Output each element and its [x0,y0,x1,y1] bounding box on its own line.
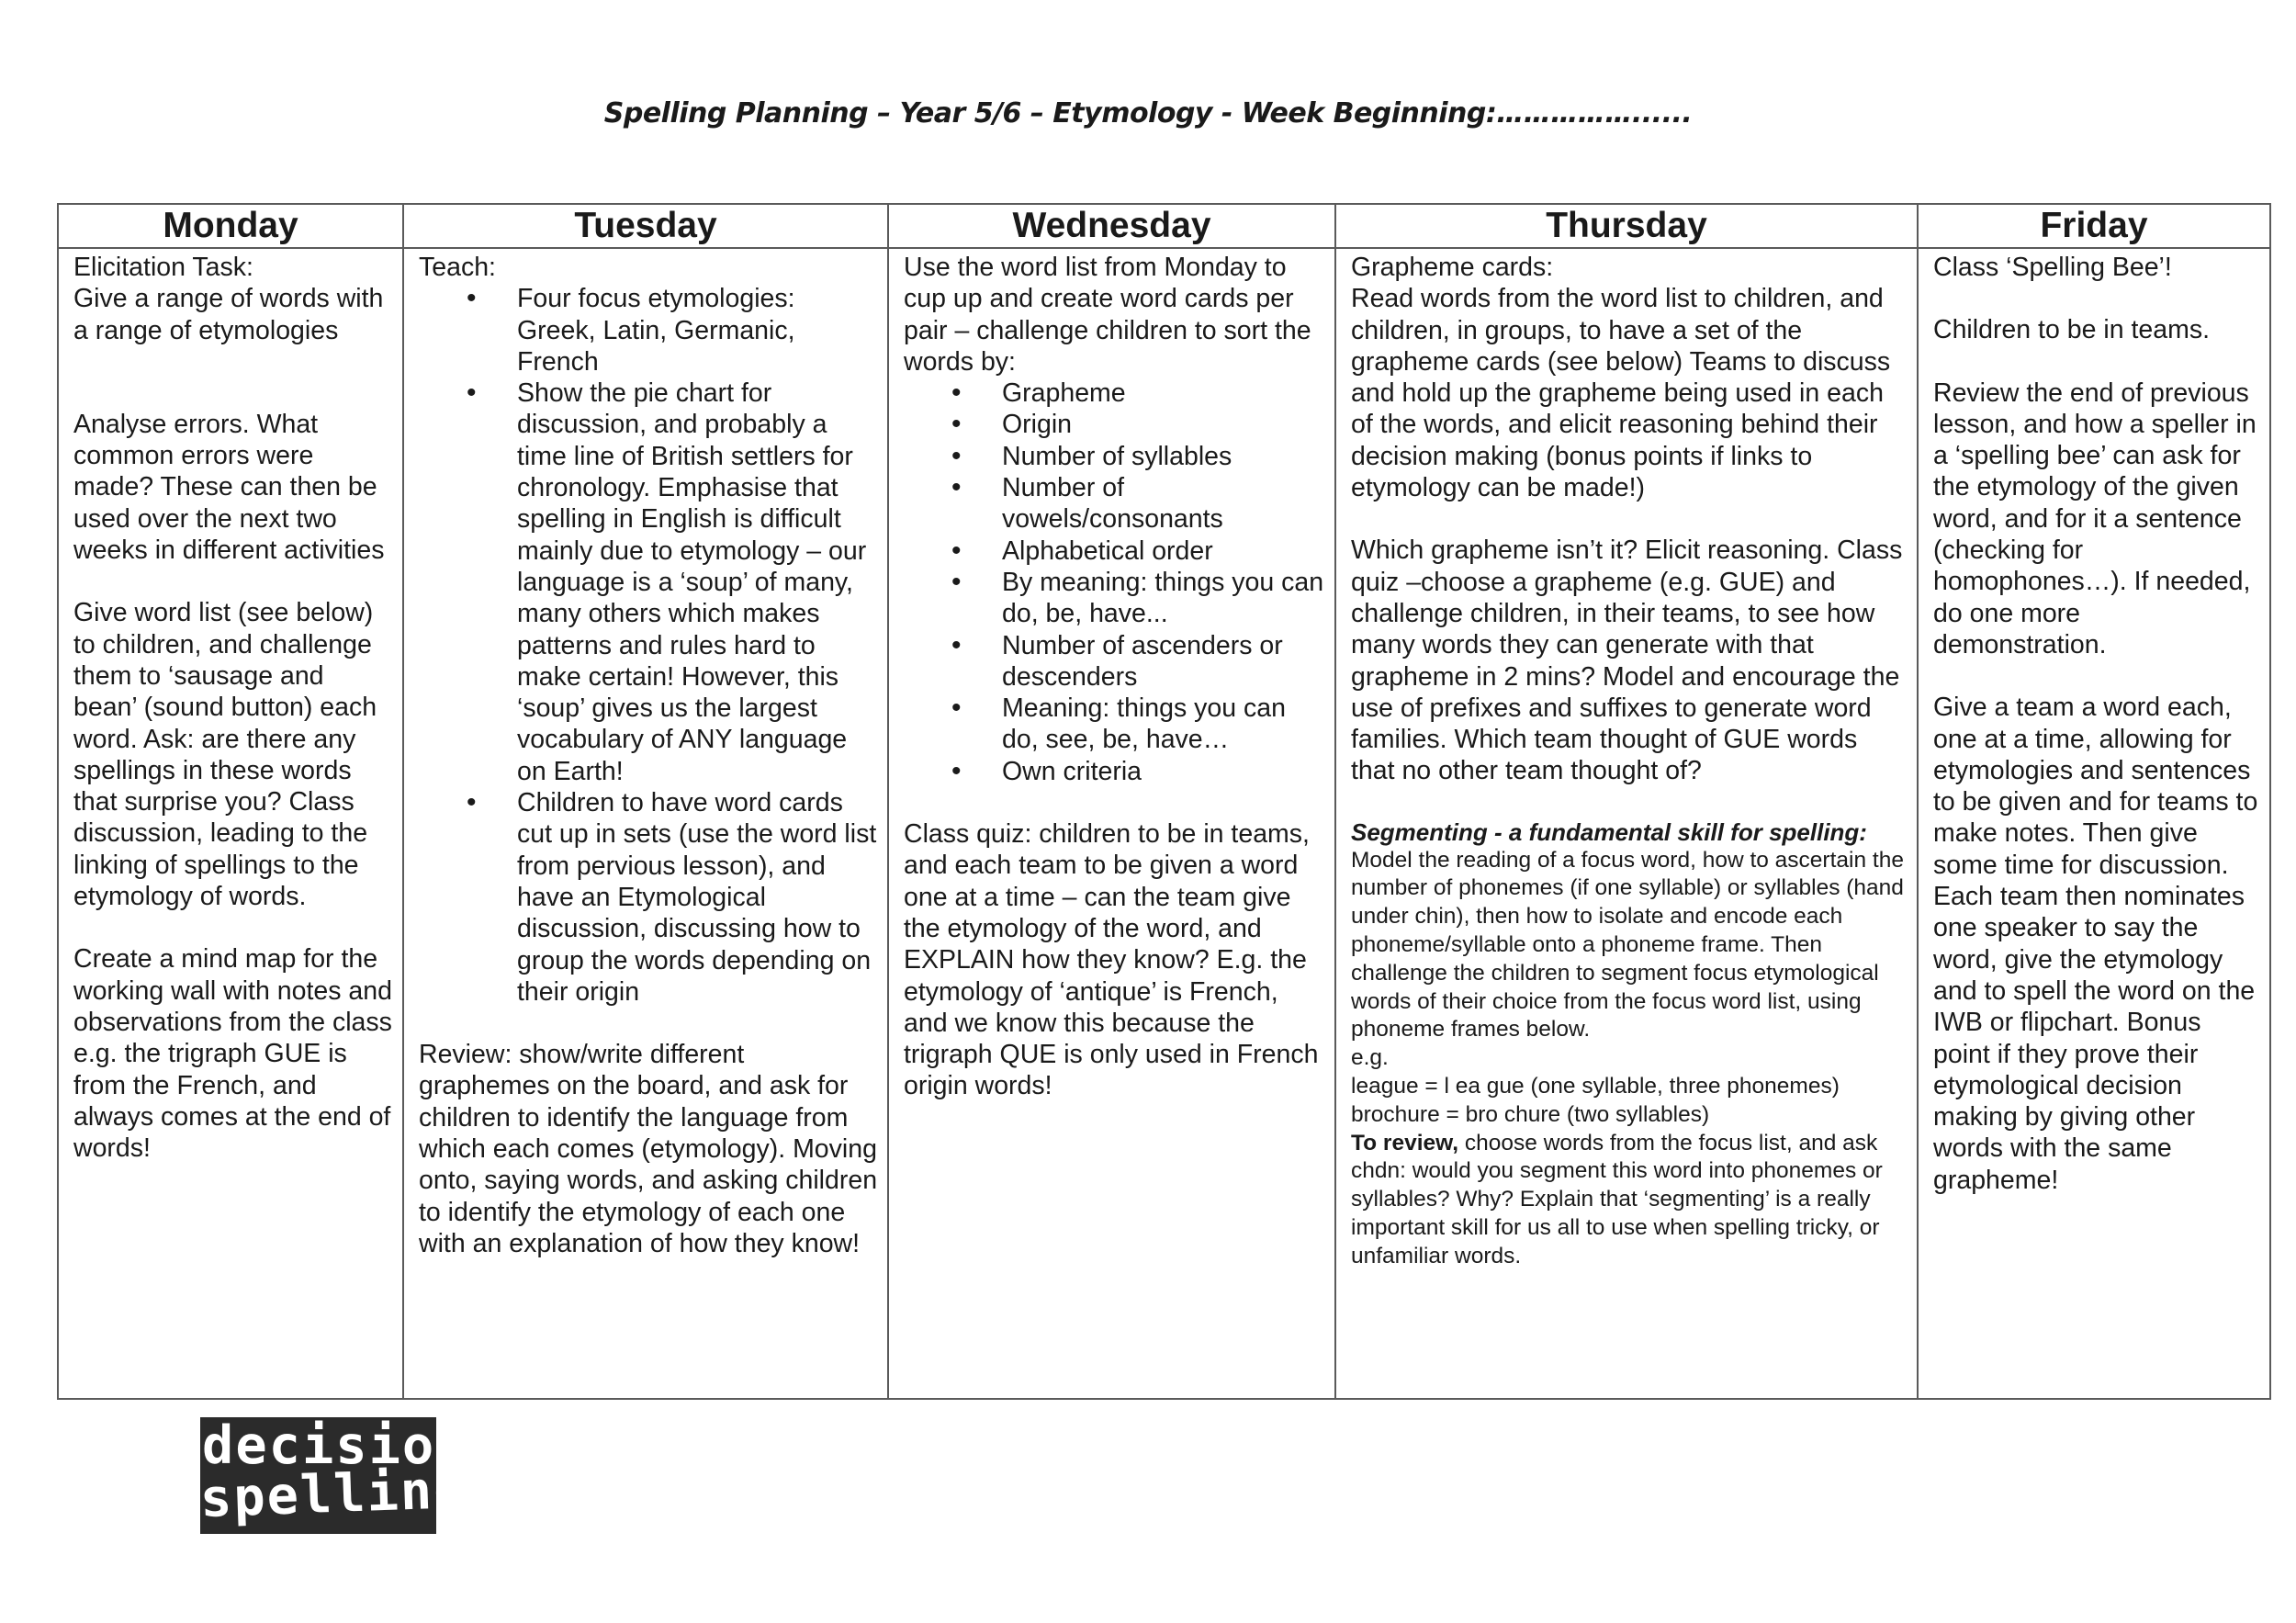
review-body: choose words from the focus list, and ask chdn: would you segment this word into phonemes or syllables? Why? Explain that ‘segmenting’ is a really important skill for us all to use when spelling tricky, or unfamiliar words. [1351,1130,1883,1268]
tuesday-bullet-list [419,283,878,1008]
decision-spelling-logo [198,1415,469,1534]
header-friday: Friday [1918,204,2270,248]
wednesday-intro: Use the word list from Monday to cup up and create word cards per pair – challenge children to sort the words by: [904,253,1311,377]
example-brochure: brochure = bro chure (two syllables) [1351,1101,1710,1127]
monday-cell [58,248,403,1399]
monday-text: Give a range of words with a range of etymologies [73,284,384,345]
day-header-row [58,204,2270,248]
friday-text: Each team then nominates one speaker to say the word, give the etymology and to spell the word on the IWB or flipchart. Bonus point if they prove their etymological decision making by giving other words with the same grapheme! [1933,882,2256,1195]
wednesday-quiz: Class quiz: children to be in teams, and each team to be given a word one at a time – can the team give the etymology of the word, and EXPLAIN how they know? E.g. the etymology of ‘antique’ is French, and we know this because the trigraph QUE is only used in French origin words! [904,819,1319,1101]
segmenting-heading: Segmenting - a fundamental skill for spelling: [1351,817,1867,846]
list-item: • Grapheme [1002,378,1325,409]
monday-text: Create a mind map for the working wall with notes and observations from the class e.g. the trigraph GUE is from the French, and always comes at the end of words! [73,944,392,1164]
list-item: • Show the pie chart for discussion, and probably a time line of British settlers for chronology. Emphasise that spelling in English is difficult mainly due to etymology – our language is a ‘soup’ of many, many others which makes patterns and rules hard to make certain! However, this ‘soup’ gives us the largest vocabulary of ANY language on Earth! [517,378,878,787]
thursday-text: Read words from the word list to children, and children, in groups, to have a set of the grapheme cards (see below) Teams to discuss and hold up the grapheme being used in each of the words, and elicit reasoning behind their decision making (bonus points if links to etymology can be made!) [1351,284,1891,503]
wednesday-cell [888,248,1335,1399]
header-wednesday: Wednesday [888,204,1335,248]
list-item: • Origin [1002,409,1325,440]
monday-text: Elicitation Task: [73,253,253,282]
thursday-cell [1335,248,1918,1399]
friday-text: Class ‘Spelling Bee’! [1933,253,2172,282]
segmenting-section [1351,818,1908,1271]
wednesday-bullet-list [904,378,1325,787]
example-league: league = l ea gue (one syllable, three phonemes) [1351,1073,1840,1099]
thursday-text: Grapheme cards: [1351,253,1554,282]
weekly-plan-table [57,203,2271,1400]
list-item: • Own criteria [1002,756,1325,787]
thursday-text: Which grapheme isn’t it? Elicit reasoning. Class quiz –choose a grapheme (e.g. GUE) and challenge children, in their teams, to see how many words they can generate with that grapheme in 2 mins? Model and encourage the use of prefixes and suffixes to generate word families. Which team thought of GUE words that no other team thought of? [1351,535,1903,786]
page-title: Spelling Planning – Year 5/6 – Etymology - Week Beginning:……………...... [603,97,1693,130]
tuesday-cell [403,248,888,1399]
list-item: • Alphabetical order [1002,535,1325,567]
segmenting-body: Model the reading of a focus word, how to ascertain the number of phonemes (if one syllable) or syllables (hand under chin), then how to isolate and encode each phoneme/syllable onto a phoneme frame. Then challenge the children to segment focus etymological words of their choice from the focus word list, using phoneme frames below. [1351,847,1904,1043]
logo-line-1: decision [202,1415,469,1476]
example-label: e.g. [1351,1045,1389,1071]
header-monday: Monday [58,204,403,248]
thursday-review [1351,1130,1908,1271]
list-item: • Four focus etymologies: Greek, Latin, Germanic, French [517,283,878,378]
header-thursday: Thursday [1335,204,1918,248]
list-item: • Number of vowels/consonants [1002,472,1325,535]
list-item: • By meaning: things you can do, be, have... [1002,567,1325,630]
friday-cell [1918,248,2270,1399]
monday-text: Give word list (see below) to children, and challenge them to ‘sausage and bean’ (sound button) each word. Ask: are there any spellings in these words that surprise you? Class discussion, leading to the linking of spellings to the etymology of words. [73,598,377,912]
tuesday-intro: Teach: [419,253,496,282]
friday-text: Give a team a word each, one at a time, allowing for etymologies and sentences to be given and for teams to make notes. Then give some time for discussion. [1933,693,2258,880]
tuesday-review: Review: show/write different graphemes on the board, and ask for children to identify the language from which each comes (etymology). Moving onto, saying words, and asking children to identify the etymology of each one with an explanation of how they know! [419,1040,878,1258]
logo-line-2: spelling [198,1459,468,1529]
header-tuesday: Tuesday [403,204,888,248]
friday-text: Review the end of previous lesson, and how a speller in a ‘spelling bee’ can ask for the etymology of the given word, and for it a sentence (checking for homophones…). If needed, do one more demonstration. [1933,378,2257,659]
list-item: • Number of ascenders or descenders [1002,630,1325,693]
monday-text: Analyse errors. What common errors were made? These can then be used over the next two weeks in different activities [73,409,385,566]
review-lead: To review, [1351,1130,1459,1155]
list-item: • Meaning: things you can do, see, be, have… [1002,693,1325,756]
list-item: • Number of syllables [1002,441,1325,472]
list-item: • Children to have word cards cut up in sets (use the word list from pervious lesson), and have an Etymological discussion, discussing how to group the words depending on their origin [517,787,878,1008]
friday-text: Children to be in teams. [1933,315,2210,345]
plan-row [58,248,2270,1399]
